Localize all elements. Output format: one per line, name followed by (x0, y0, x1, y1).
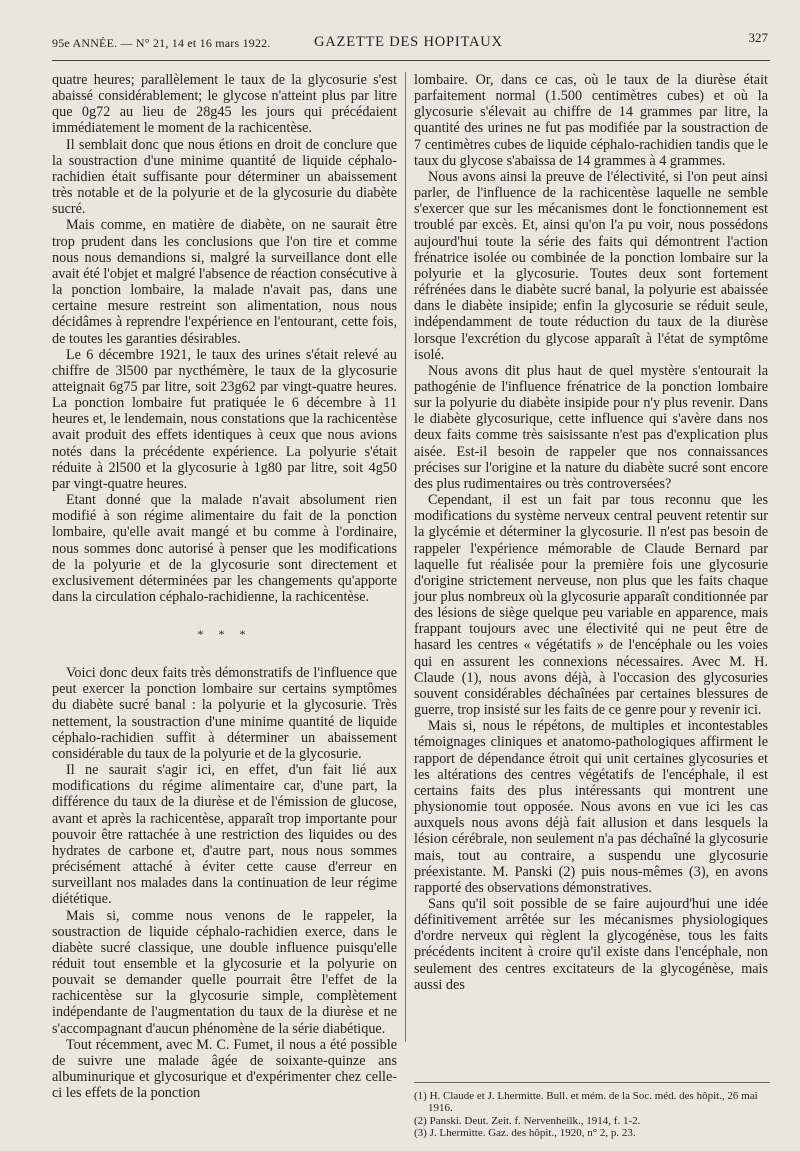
paragraph: lombaire. Or, dans ce cas, où le taux de la diurèse était parfaitement normal (1.500 centimètres cubes) et où la glycosurie s'élevait au chiffre de 14 grammes par litre, la quantité des urines ne fut pas modifiée par la soustraction de 7 centimètres cubes de liquide céphalo-rachidien tandis que le taux du glycose s'abaissa de 14 grammes à 4 grammes. (414, 72, 768, 169)
issue-info: 95e ANNÉE. — N° 21, 14 et 16 mars 1922. (52, 36, 271, 50)
section-separator: * * * (197, 627, 252, 642)
paragraph: Il semblait donc que nous étions en droit de conclure que la soustraction d'une minime quantité de liquide céphalo-rachidien était suffisante pour déterminer un abaissement très notable et de la polyurie et de la glycosurie du diabète sucré. (52, 136, 397, 218)
footnotes (414, 1090, 770, 1140)
footnote: (2) Panski. Deut. Zeit. f. Nervenheilk., 1914, f. 1-2. (414, 1114, 641, 1127)
paragraph: Nous avons dit plus haut de quel mystère s'entourait la pathogénie de l'influence frénatrice de la ponction lombaire sur la polyurie du diabète insipide pour n'y plus revenir. Dans le diabète glycosurique, cette influence qui s'avère dans nos deux faits comme très saisissante n'est pas d'explication plus aisée. Est-il besoin de rappeler que nos connaissances précises sur l'origine et la nature du diabète sucré sont encore des plus rudimentaires ou très controversées? (414, 362, 768, 492)
paragraph: quatre heures; parallèlement le taux de la glycosurie s'est abaissé considérablement; le glycose n'atteint plus par litre que 0g72 au lieu de 28g45 les jours qui précédaient immédiatement le moment de la rachicentèse. (52, 72, 397, 137)
footnote: (3) J. Lhermitte. Gaz. des hôpit., 1920, n° 2, p. 23. (414, 1127, 636, 1140)
header-rule (52, 60, 770, 61)
paragraph: Cependant, il est un fait par tous reconnu que les modifications du système nerveux central peuvent retentir sur la glycémie et déterminer la glycosurie. Il n'est pas besoin de rappeler l'expérience mémorable de Claude Bernard par laquelle fut réalisée pour la première fois une glycosurie d'origine strictement nerveuse, non plus que les faits chaque jour plus nombreux où la glycosurie apparaît conditionnée par des lésions de siège quelque peu variable en apparence, mais frappant toujours avec une électivité qui ne peut être de hasard les centres « végétatifs » de l'encéphale ou les voies qui en assurent les connexions nécessaires. Avec M. H. Claude (1), nous avons déjà, à l'occasion des glycosuries souvent considérables déchaînées par certaines blessures de guerre, trop insisté sur les faits de ce genre pour y revenir ici. (414, 492, 768, 719)
paragraph: Nous avons ainsi la preuve de l'électivité, si l'on peut ainsi parler, de l'influence de la rachicentèse laquelle ne semble s'exercer que sur les mécanismes dont le fonctionnement est troublé par excès. Et, ainsi qu'on l'a pu voir, nous possédons aujourd'hui toute la série des faits qui démontrent l'action frénatrice isolée ou combinée de la ponction lombaire sur la polyurie et la glycosurie. Toutes deux sont fortement réfrénées dans le diabète sucré banal, la polyurie est abaissée dans le diabète insipide; enfin la glycosurie se réduit seule, indépendamment de toute réduction du taux de la diurèse lorsque l'excrétion du glycose apparaît à l'état de symptôme isolé. (414, 168, 768, 363)
paragraph: Sans qu'il soit possible de se faire aujourd'hui une idée définitivement arrêtée sur les mécanismes physiologiques d'ordre nerveux qui règlent la glycogénèse, tous les faits précédents incitent à croire qu'il existe dans l'encéphale, non seulement des centres excitateurs de la glycogénèse, mais aussi des (414, 895, 768, 993)
page-number: 327 (748, 30, 768, 45)
page-header (52, 30, 772, 54)
paragraph: Il ne saurait s'agir ici, en effet, d'un fait lié aux modifications du régime alimentaire car, d'une part, la différence du taux de la diurèse et de l'émission de glucose, avant et après la rachicentèse, apparaît trop importante pour pouvoir être rattachée à une restriction des liquides ou des hydrates de carbone et, d'autre part, nous nous sommes précisément attaché à éviter cette cause d'erreur en surveillant nos malades dans la continuation de leur régime diététique. (52, 762, 397, 908)
journal-title: GAZETTE DES HOPITAUX (314, 34, 503, 50)
column-divider (405, 72, 406, 1042)
footnote-rule (414, 1082, 770, 1083)
left-column (52, 72, 397, 1101)
paragraph: Le 6 décembre 1921, le taux des urines s'était relevé au chiffre de 3l500 par nycthémère, le taux de la glycosurie atteignait 6g75 par litre, soit 23g62 par vingt-quatre heures. La ponction lombaire fut pratiquée le 6 décembre à 11 heures et, le lendemain, nous constations que la rachicentèse avait produit des effets identiques à ceux que nous avions notés dans la précédente expérience. La polyurie s'était réduite à 2l500 et la glycosurie à 1g80 par litre, soit 4g50 par vingt-quatre heures. (52, 346, 397, 492)
paragraph: Tout récemment, avec M. C. Fumet, il nous a été possible de suivre une malade âgée de soixante-quinze ans albuminurique et glycosurique et d'expérimenter chez celle-ci les effets de la ponction (52, 1036, 397, 1102)
paragraph: Etant donné que la malade n'avait absolument rien modifié à son régime alimentaire du fait de la ponction lombaire, qu'elle avait mangé et bu comme à l'ordinaire, nous sommes donc autorisé à penser que les modifications de la polyurie et de la glycosurie sont directement et exclusivement déterminées par les changements qu'apporte dans la circulation céphalo-rachidienne, la rachicentèse. (52, 492, 397, 605)
right-column (414, 72, 768, 993)
paragraph: Mais comme, en matière de diabète, on ne saurait être trop prudent dans les conclusions que l'on tire et comme nous nous demandions si, malgré la surveillance dont elle avait été l'objet et malgré l'absence de réaction consécutive à la ponction lombaire, la malade n'avait pas, dans une certaine mesure restreint son alimentation, nous nous décidâmes à reprendre l'expérience en l'entourant, cette fois, de toutes les garanties désirables. (52, 217, 397, 347)
paragraph: Mais si, nous le répétons, de multiples et incontestables témoignages cliniques et anatomo-pathologiques affirment le rapport de dépendance étroit qui unit certaines glycosuries et les altérations des centres végétatifs de l'encéphale, il est certains faits des plus intéressants qui montrent une physionomie tout opposée. Nous avons en vue ici les cas auxquels nous avons déjà fait allusion et dans lesquels la lésion cérébrale, non seulement n'a pas déchaîné la glycosurie mais, tout au contraire, a suspendu une glycosurie préexistante. M. Panski (2) puis nous-mêmes (3), en avons rapporté des observations démonstratives. (414, 718, 768, 896)
paragraph: Mais si, comme nous venons de le rappeler, la soustraction de liquide céphalo-rachidien exerce, dans le diabète sucré classique, une double influence puisqu'elle réduit tout ensemble et la glycosurie et la polyurie on pouvait se demander quelle pourrait être l'effet de la rachicentèse sur la glycosurie simple, complètement indépendante de l'augmentation du taux de la diurèse et ne s'accompagnant d'aucun phénomène de la série diabétique. (52, 907, 397, 1037)
paragraph: Voici donc deux faits très démonstratifs de l'influence que peut exercer la ponction lombaire sur certains symptômes du diabète sucré banal : la polyurie et la glycosurie. Très nettement, la soustraction d'une minime quantité de liquide céphalo-rachidien suffit à déterminer un abaissement considérable du taux de la polyurie et de la glycosurie. (52, 665, 397, 762)
footnote: (1) H. Claude et J. Lhermitte. Bull. et mém. de la Soc. méd. des hôpit., 26 mai 1916. (414, 1090, 758, 1115)
